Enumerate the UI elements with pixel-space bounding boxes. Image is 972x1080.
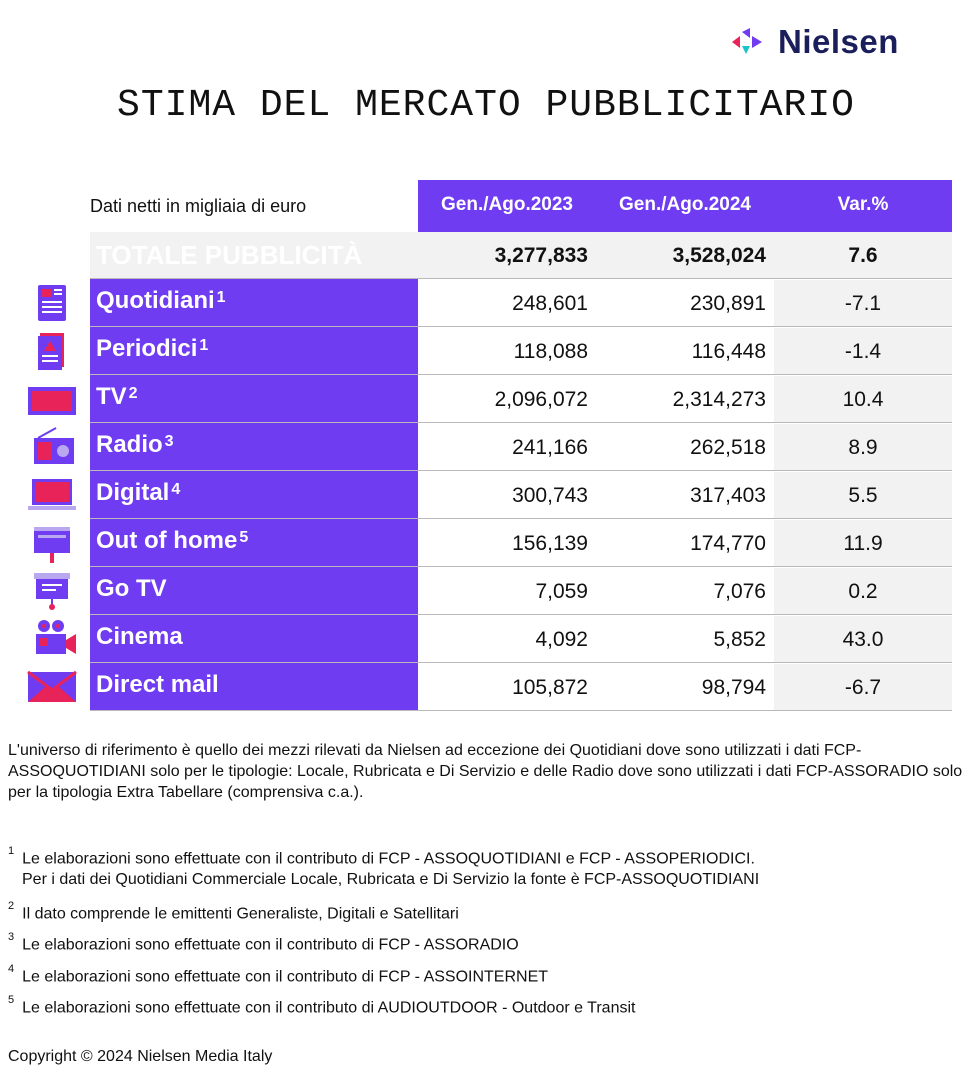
row-label: Digital [96, 479, 170, 506]
nielsen-logo [722, 22, 899, 62]
footnote-mark: 1 [199, 337, 209, 354]
table-row [90, 520, 952, 567]
table-row [90, 568, 952, 615]
value-2023: 241,166 [512, 436, 588, 459]
value-var: -1.4 [844, 340, 882, 363]
footnote-text-line2: Per i dati dei Quotidiani Commerciale Locale, Rubricata e Di Servizio la fonte è FCP-ASSOQUOTIDIANI [22, 871, 760, 889]
brand-name: Nielsen [778, 23, 899, 60]
value-2023: 156,139 [512, 532, 588, 555]
value-2024: 3,528,024 [672, 244, 766, 267]
nielsen-logo-icon [722, 22, 770, 62]
row-label: Cinema [96, 623, 183, 650]
row-label: Out of home [96, 527, 238, 554]
footnote-mark: 2 [8, 900, 15, 912]
value-var: -6.7 [844, 676, 882, 699]
table-row [90, 376, 952, 423]
value-var: 10.4 [842, 388, 884, 411]
value-2024: 7,076 [713, 580, 766, 603]
value-var: 11.9 [843, 532, 883, 555]
table-row [90, 328, 952, 375]
value-var: 0.2 [848, 580, 878, 603]
footnote-mark: 5 [8, 994, 15, 1006]
envelope-icon [26, 666, 78, 706]
footnote-mark: 4 [8, 963, 15, 975]
column-header-2024: Gen./Ago.2024 [619, 194, 751, 215]
table-row-total [90, 232, 952, 279]
column-header-var: Var.% [837, 194, 889, 215]
value-2023: 2,096,072 [494, 388, 588, 411]
tv-icon [26, 381, 78, 421]
table-row [90, 280, 952, 327]
movie-camera-icon [26, 618, 78, 658]
footnote-text: Le elaborazioni sono effettuate con il contributo di AUDIOUTDOOR - Outdoor e Transit [22, 999, 636, 1017]
row-label: TV [96, 383, 127, 410]
footnote-mark: 1 [8, 845, 15, 857]
value-2023: 300,743 [512, 484, 588, 507]
value-var: 43.0 [842, 628, 884, 651]
footnote-text: Le elaborazioni sono effettuate con il contributo di FCP - ASSOQUOTIDIANI e FCP - ASSOPERIODICI. [22, 850, 755, 868]
row-label: Radio [96, 431, 163, 458]
table-row [90, 664, 952, 711]
value-2024: 174,770 [690, 532, 766, 555]
billboard-icon [26, 525, 78, 565]
copyright: Copyright © 2024 Nielsen Media Italy [8, 1048, 273, 1065]
newspaper-icon [26, 283, 78, 323]
table-row [90, 424, 952, 471]
value-2024: 5,852 [713, 628, 766, 651]
footnote-text: Le elaborazioni sono effettuate con il contributo di FCP - ASSORADIO [22, 936, 519, 954]
universe-note: L'universo di riferimento è quello dei mezzi rilevati da Nielsen ad eccezione dei Quotidiani dove sono utilizzati i dati FCP-ASSOQUOTIDIANI solo per le tipologie: Locale, Rubricata e Di Servizio e delle Radio dove sono utilizzati i dati FCP-ASSORADIO solo per la tipologia Extra Tabellare (comprensiva c.a.). [8, 742, 963, 801]
value-var: 7.6 [848, 244, 878, 267]
footnote-4 [8, 962, 548, 987]
footnote-mark: 3 [8, 931, 15, 943]
footnote-mark: 1 [216, 289, 226, 306]
row-label: TOTALE PUBBLICITÀ [96, 240, 363, 270]
radio-icon [26, 426, 78, 466]
footnote-1 [8, 844, 759, 890]
footnote-text: Le elaborazioni sono effettuate con il contributo di FCP - ASSOINTERNET [22, 968, 549, 986]
value-2023: 105,872 [512, 676, 588, 699]
footnote-mark: 4 [171, 481, 181, 498]
value-var: -7.1 [844, 292, 882, 315]
value-2024: 116,448 [691, 340, 766, 363]
column-header-bar [418, 180, 952, 232]
footnote-5 [8, 993, 635, 1018]
value-2023: 7,059 [535, 580, 588, 603]
page-title: STIMA DEL MERCATO PUBBLICITARIO [117, 84, 855, 127]
value-2023: 118,088 [513, 340, 588, 363]
value-2024: 2,314,273 [672, 388, 766, 411]
footnote-text: Il dato comprende le emittenti Generaliste, Digitali e Satellitari [22, 905, 459, 923]
screen-stand-icon [26, 571, 78, 611]
value-var: 8.9 [848, 436, 878, 459]
value-2024: 230,891 [690, 292, 766, 315]
row-label: Periodici [96, 335, 198, 362]
footnote-3 [8, 930, 519, 955]
table-row [90, 616, 952, 663]
value-2024: 98,794 [701, 676, 766, 699]
footnote-mark: 3 [164, 433, 174, 450]
value-2023: 3,277,833 [494, 244, 588, 267]
value-var: 5.5 [848, 484, 878, 507]
footnote-mark: 2 [128, 385, 138, 402]
footnote-2 [8, 899, 459, 924]
row-label: Go TV [96, 575, 167, 602]
table-row [90, 472, 952, 519]
footnote-mark: 5 [239, 529, 249, 546]
row-label: Quotidiani [96, 287, 215, 314]
value-2024: 262,518 [690, 436, 766, 459]
unit-label: Dati netti in migliaia di euro [90, 196, 307, 216]
column-header-2023: Gen./Ago.2023 [441, 194, 573, 215]
value-2023: 4,092 [535, 628, 588, 651]
laptop-icon [26, 475, 78, 515]
row-label: Direct mail [96, 671, 219, 698]
value-2024: 317,403 [690, 484, 766, 507]
magazine-icon [26, 331, 78, 371]
value-2023: 248,601 [512, 292, 588, 315]
